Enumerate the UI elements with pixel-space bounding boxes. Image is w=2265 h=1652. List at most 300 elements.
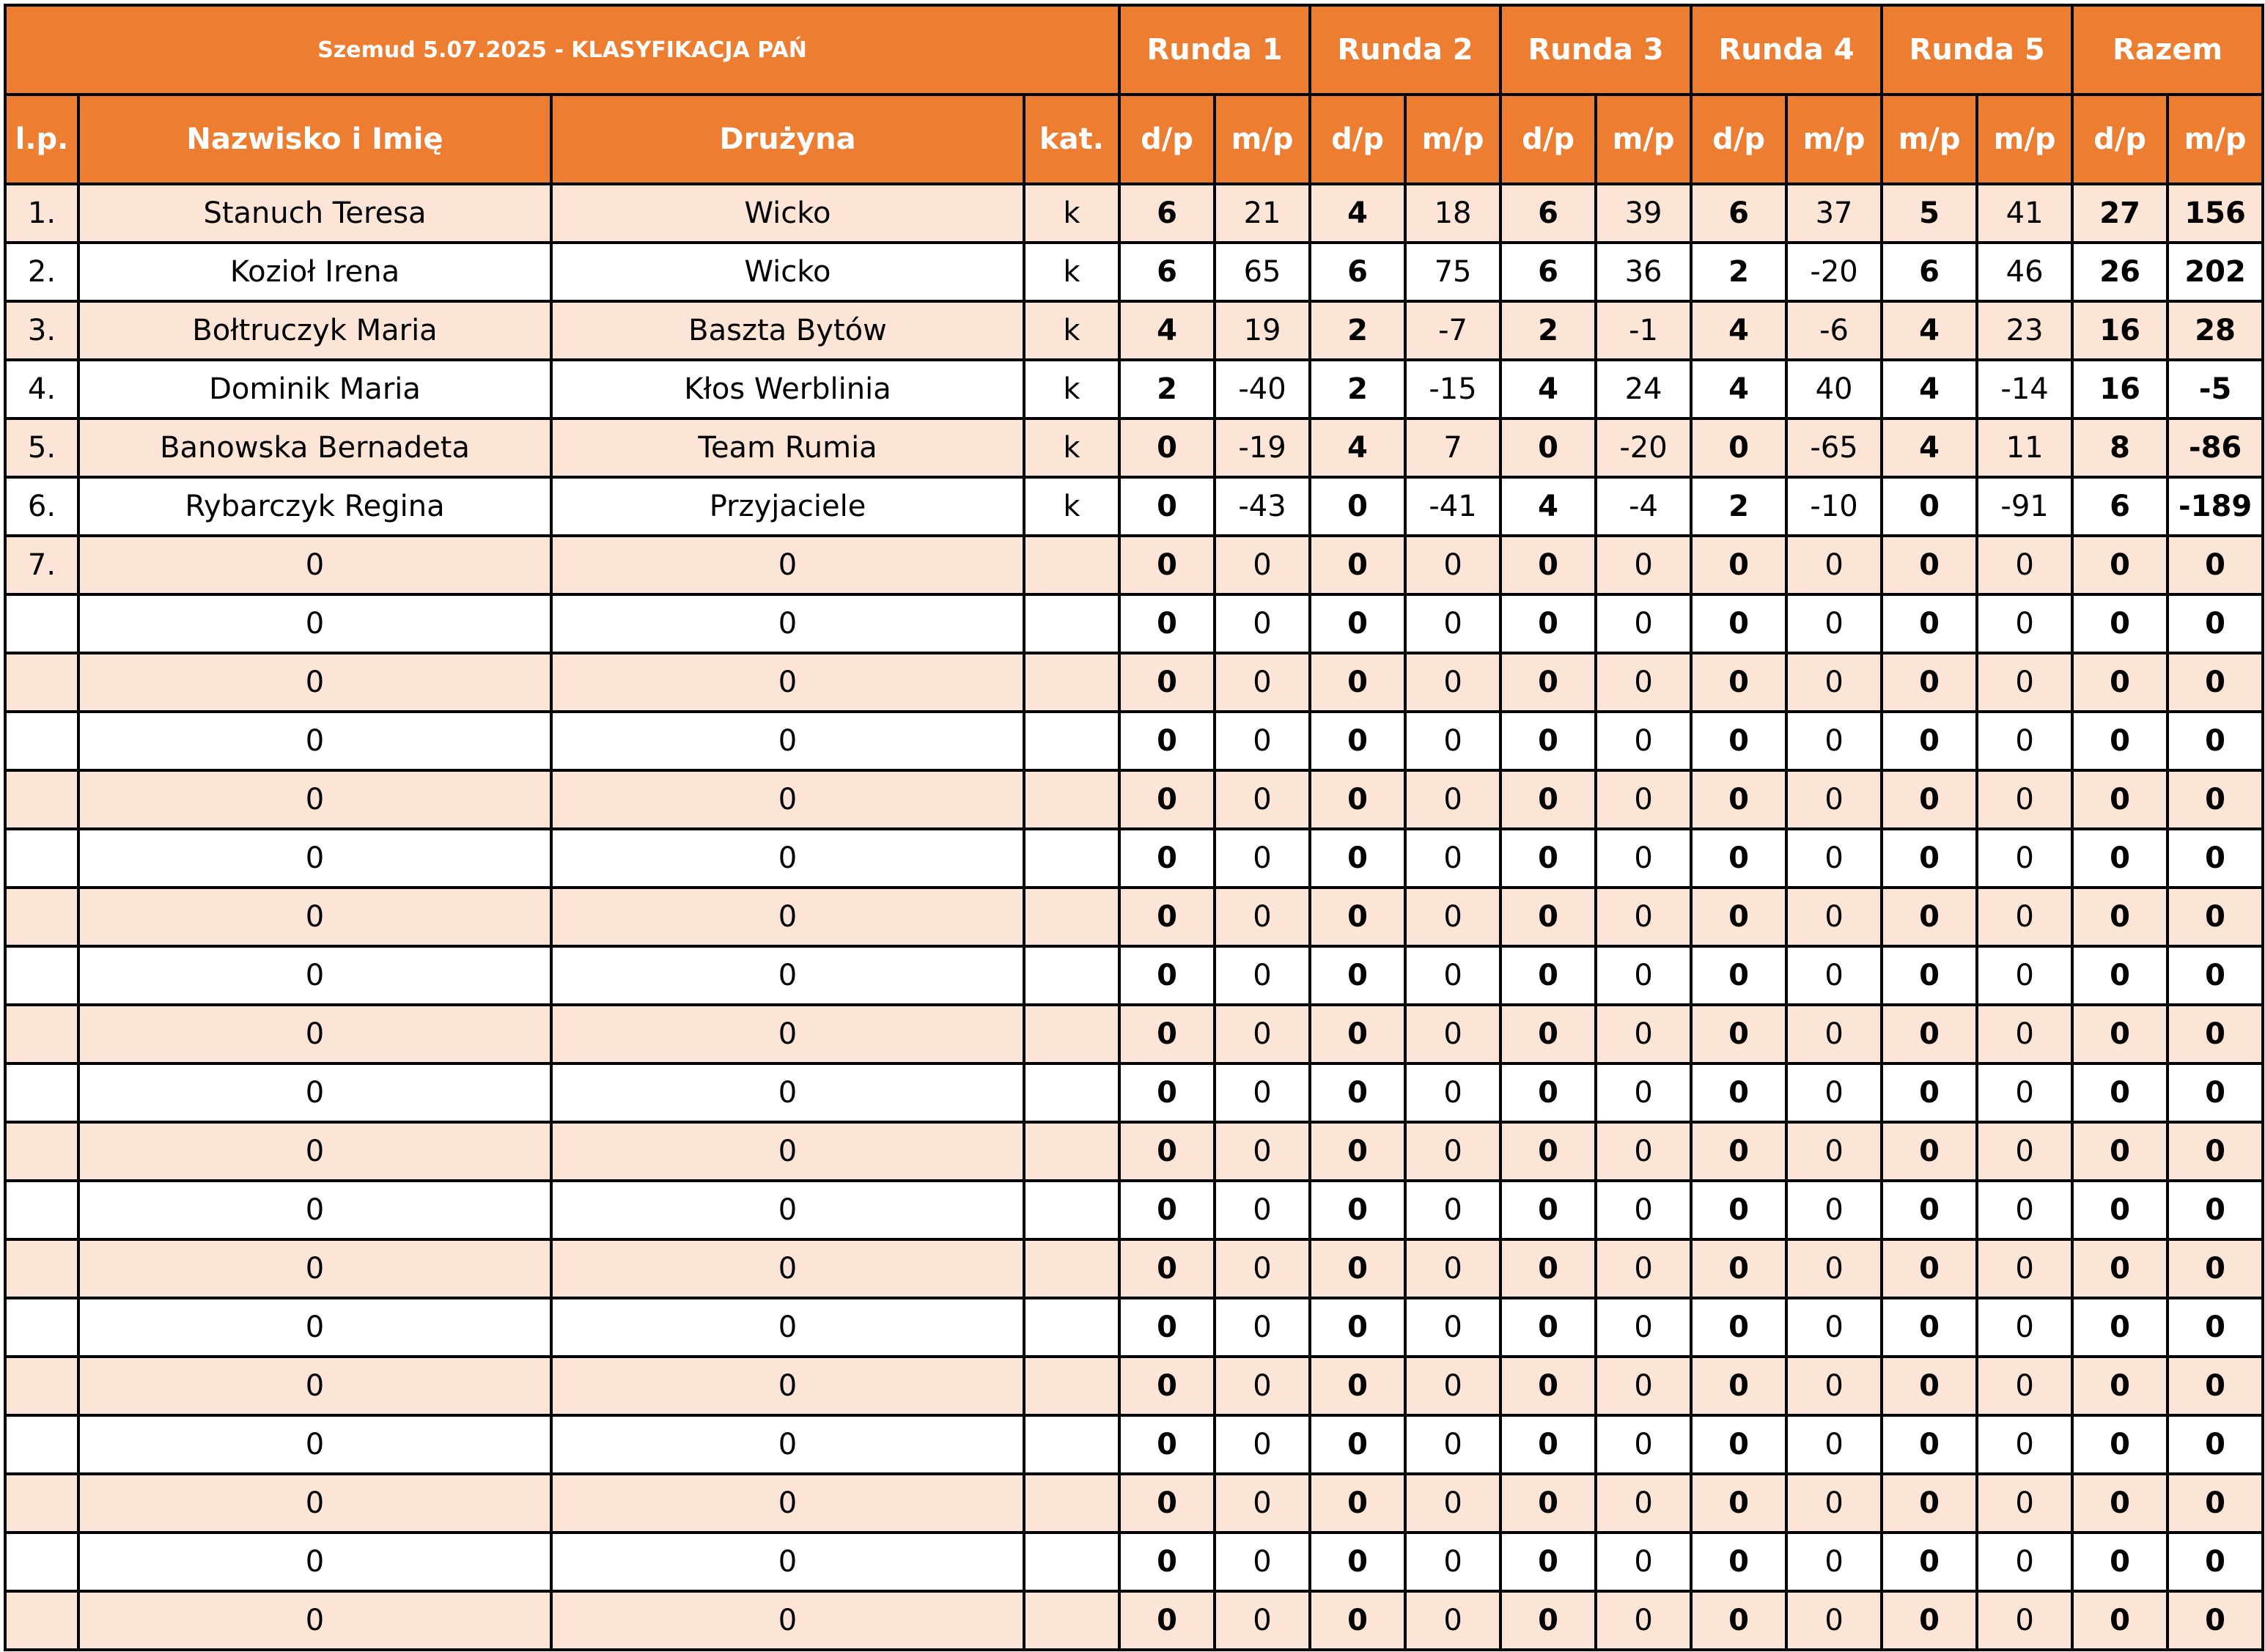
cell-team: Wicko — [551, 184, 1024, 243]
cell-r5-mp: 0 — [1977, 712, 2072, 770]
cell-r1-mp: 0 — [1215, 1063, 1310, 1122]
table-row — [5, 1357, 2263, 1415]
cell-r2-dp: 0 — [1310, 1239, 1405, 1298]
cell-name: 0 — [78, 1591, 551, 1650]
col-header-r2-mp: m/p — [1405, 95, 1500, 184]
cell-r1-mp: -19 — [1215, 418, 1310, 477]
cell-total-dp: 0 — [2072, 829, 2168, 888]
cell-r2-mp: 0 — [1405, 888, 1500, 946]
cell-r2-dp: 0 — [1310, 653, 1405, 712]
cell-r1-dp: 0 — [1119, 1298, 1215, 1357]
col-header-r1-mp: m/p — [1215, 95, 1310, 184]
cell-kat — [1024, 888, 1119, 946]
cell-total-mp: 0 — [2168, 946, 2263, 1005]
cell-team: 0 — [551, 829, 1024, 888]
cell-r1-dp: 0 — [1119, 712, 1215, 770]
cell-kat: k — [1024, 301, 1119, 360]
cell-kat — [1024, 1474, 1119, 1533]
col-header-total-mp: m/p — [2168, 95, 2263, 184]
cell-r5-dp: 6 — [1882, 243, 1977, 301]
cell-total-mp: -5 — [2168, 360, 2263, 418]
cell-r2-dp: 0 — [1310, 770, 1405, 829]
col-header-kat: kat. — [1024, 95, 1119, 184]
col-header-name: Nazwisko i Imię — [78, 95, 551, 184]
cell-total-dp: 0 — [2072, 1591, 2168, 1650]
cell-lp — [5, 888, 78, 946]
cell-r1-dp: 0 — [1119, 653, 1215, 712]
cell-total-mp: 28 — [2168, 301, 2263, 360]
cell-r2-mp: 18 — [1405, 184, 1500, 243]
cell-r3-dp: 6 — [1500, 243, 1596, 301]
table-row — [5, 301, 2263, 360]
cell-r4-mp: 0 — [1786, 946, 1882, 1005]
cell-r3-mp: 0 — [1596, 1591, 1691, 1650]
cell-r1-dp: 0 — [1119, 946, 1215, 1005]
cell-r2-dp: 0 — [1310, 829, 1405, 888]
cell-r4-mp: 0 — [1786, 1357, 1882, 1415]
cell-r3-mp: 0 — [1596, 1474, 1691, 1533]
cell-r5-dp: 0 — [1882, 1181, 1977, 1239]
cell-r4-dp: 0 — [1691, 1122, 1786, 1181]
cell-r4-dp: 0 — [1691, 712, 1786, 770]
cell-lp: 5. — [5, 418, 78, 477]
cell-r1-dp: 0 — [1119, 1181, 1215, 1239]
cell-total-dp: 0 — [2072, 1415, 2168, 1474]
cell-lp — [5, 1357, 78, 1415]
cell-r3-mp: 0 — [1596, 829, 1691, 888]
cell-kat — [1024, 1298, 1119, 1357]
cell-total-dp: 16 — [2072, 301, 2168, 360]
cell-r4-mp: 0 — [1786, 594, 1882, 653]
cell-name: Banowska Bernadeta — [78, 418, 551, 477]
cell-r4-mp: 40 — [1786, 360, 1882, 418]
cell-r3-dp: 0 — [1500, 888, 1596, 946]
header-row-columns — [5, 95, 2263, 184]
cell-total-dp: 0 — [2072, 1063, 2168, 1122]
cell-r4-dp: 6 — [1691, 184, 1786, 243]
cell-r1-dp: 0 — [1119, 418, 1215, 477]
cell-r1-mp: 0 — [1215, 1415, 1310, 1474]
cell-total-mp: 0 — [2168, 770, 2263, 829]
cell-r2-dp: 6 — [1310, 243, 1405, 301]
cell-r4-mp: 0 — [1786, 770, 1882, 829]
cell-lp — [5, 653, 78, 712]
cell-r1-dp: 6 — [1119, 243, 1215, 301]
cell-r5-mp: 0 — [1977, 1357, 2072, 1415]
cell-team: 0 — [551, 946, 1024, 1005]
cell-team: 0 — [551, 536, 1024, 594]
cell-team: 0 — [551, 1357, 1024, 1415]
cell-r3-dp: 0 — [1500, 653, 1596, 712]
cell-kat — [1024, 1415, 1119, 1474]
cell-r1-mp: 0 — [1215, 946, 1310, 1005]
cell-r5-dp: 0 — [1882, 477, 1977, 536]
cell-name: 0 — [78, 1122, 551, 1181]
cell-total-mp: 0 — [2168, 653, 2263, 712]
table-row — [5, 1063, 2263, 1122]
cell-name: 0 — [78, 594, 551, 653]
cell-r2-dp: 4 — [1310, 418, 1405, 477]
cell-r5-dp: 0 — [1882, 1357, 1977, 1415]
cell-team: Kłos Werblinia — [551, 360, 1024, 418]
cell-r1-dp: 0 — [1119, 1005, 1215, 1063]
cell-r1-dp: 0 — [1119, 770, 1215, 829]
cell-r3-dp: 0 — [1500, 418, 1596, 477]
cell-r5-mp: 0 — [1977, 1063, 2072, 1122]
cell-r2-mp: 0 — [1405, 1474, 1500, 1533]
cell-total-dp: 0 — [2072, 1298, 2168, 1357]
cell-r1-dp: 0 — [1119, 536, 1215, 594]
cell-total-mp: -189 — [2168, 477, 2263, 536]
cell-team: Baszta Bytów — [551, 301, 1024, 360]
table-row — [5, 1239, 2263, 1298]
cell-r2-mp: 0 — [1405, 1005, 1500, 1063]
cell-team: 0 — [551, 1591, 1024, 1650]
table-row — [5, 536, 2263, 594]
cell-r5-dp: 0 — [1882, 1415, 1977, 1474]
table-row — [5, 1474, 2263, 1533]
cell-r5-dp: 5 — [1882, 184, 1977, 243]
cell-r3-dp: 0 — [1500, 1533, 1596, 1591]
cell-kat: k — [1024, 243, 1119, 301]
cell-r1-dp: 0 — [1119, 1357, 1215, 1415]
cell-total-mp: 0 — [2168, 1122, 2263, 1181]
cell-r5-dp: 0 — [1882, 653, 1977, 712]
cell-r5-dp: 0 — [1882, 888, 1977, 946]
cell-r4-mp: -10 — [1786, 477, 1882, 536]
cell-total-mp: 0 — [2168, 1474, 2263, 1533]
cell-r3-mp: 36 — [1596, 243, 1691, 301]
cell-lp — [5, 829, 78, 888]
cell-kat — [1024, 1239, 1119, 1298]
col-header-total-dp: d/p — [2072, 95, 2168, 184]
cell-r1-dp: 0 — [1119, 1533, 1215, 1591]
cell-total-mp: 0 — [2168, 1239, 2263, 1298]
cell-r1-dp: 0 — [1119, 1063, 1215, 1122]
cell-r5-mp: 0 — [1977, 1533, 2072, 1591]
cell-r3-dp: 0 — [1500, 1298, 1596, 1357]
cell-r1-dp: 0 — [1119, 1474, 1215, 1533]
cell-r1-dp: 2 — [1119, 360, 1215, 418]
cell-r5-dp: 0 — [1882, 536, 1977, 594]
cell-team: 0 — [551, 1533, 1024, 1591]
cell-r5-dp: 4 — [1882, 418, 1977, 477]
cell-r1-dp: 4 — [1119, 301, 1215, 360]
cell-name: 0 — [78, 1474, 551, 1533]
cell-kat — [1024, 1533, 1119, 1591]
round-1-header: Runda 1 — [1119, 5, 1310, 95]
cell-total-dp: 0 — [2072, 946, 2168, 1005]
cell-r5-mp: 46 — [1977, 243, 2072, 301]
cell-r3-dp: 0 — [1500, 594, 1596, 653]
cell-r3-mp: 0 — [1596, 1181, 1691, 1239]
cell-r2-mp: 0 — [1405, 653, 1500, 712]
cell-r3-mp: 0 — [1596, 712, 1691, 770]
cell-r4-dp: 2 — [1691, 243, 1786, 301]
cell-name: Stanuch Teresa — [78, 184, 551, 243]
cell-name: 0 — [78, 1298, 551, 1357]
cell-r1-mp: 21 — [1215, 184, 1310, 243]
cell-r4-dp: 0 — [1691, 536, 1786, 594]
cell-name: Kozioł Irena — [78, 243, 551, 301]
cell-kat: k — [1024, 360, 1119, 418]
cell-team: 0 — [551, 653, 1024, 712]
table-row — [5, 477, 2263, 536]
cell-r3-mp: 0 — [1596, 653, 1691, 712]
cell-r5-mp: -14 — [1977, 360, 2072, 418]
cell-name: 0 — [78, 1415, 551, 1474]
cell-r2-dp: 0 — [1310, 888, 1405, 946]
cell-r1-mp: 0 — [1215, 1591, 1310, 1650]
col-header-r5-mp: m/p — [1977, 95, 2072, 184]
cell-team: 0 — [551, 770, 1024, 829]
cell-r3-mp: 0 — [1596, 770, 1691, 829]
cell-total-mp: -86 — [2168, 418, 2263, 477]
col-header-r3-mp: m/p — [1596, 95, 1691, 184]
cell-r5-mp: 0 — [1977, 594, 2072, 653]
cell-r3-dp: 0 — [1500, 1474, 1596, 1533]
cell-team: 0 — [551, 594, 1024, 653]
cell-name: 0 — [78, 712, 551, 770]
cell-r5-dp: 0 — [1882, 1533, 1977, 1591]
cell-team: 0 — [551, 1239, 1024, 1298]
cell-kat — [1024, 1357, 1119, 1415]
cell-name: 0 — [78, 1239, 551, 1298]
cell-r3-mp: 0 — [1596, 1005, 1691, 1063]
col-header-r3-dp: d/p — [1500, 95, 1596, 184]
cell-kat — [1024, 536, 1119, 594]
cell-r5-dp: 0 — [1882, 1005, 1977, 1063]
cell-r5-dp: 0 — [1882, 946, 1977, 1005]
cell-total-mp: 0 — [2168, 1357, 2263, 1415]
round-5-header: Runda 5 — [1882, 5, 2072, 95]
cell-r2-dp: 0 — [1310, 1591, 1405, 1650]
cell-lp — [5, 712, 78, 770]
table-row — [5, 712, 2263, 770]
cell-r2-mp: 0 — [1405, 1591, 1500, 1650]
cell-r5-mp: 0 — [1977, 1181, 2072, 1239]
cell-kat — [1024, 1181, 1119, 1239]
total-header: Razem — [2072, 5, 2263, 95]
table-row — [5, 1298, 2263, 1357]
cell-lp: 4. — [5, 360, 78, 418]
cell-r2-mp: -41 — [1405, 477, 1500, 536]
cell-r2-mp: 0 — [1405, 946, 1500, 1005]
cell-lp — [5, 1415, 78, 1474]
cell-r5-mp: 0 — [1977, 1591, 2072, 1650]
cell-r1-mp: 0 — [1215, 1239, 1310, 1298]
cell-total-mp: 0 — [2168, 829, 2263, 888]
cell-r4-mp: 0 — [1786, 888, 1882, 946]
cell-r4-dp: 0 — [1691, 1474, 1786, 1533]
cell-r1-mp: 0 — [1215, 1005, 1310, 1063]
cell-name: 0 — [78, 1005, 551, 1063]
cell-r5-dp: 0 — [1882, 1298, 1977, 1357]
cell-r3-dp: 0 — [1500, 770, 1596, 829]
cell-r1-mp: 0 — [1215, 1181, 1310, 1239]
cell-total-mp: 0 — [2168, 1298, 2263, 1357]
cell-r1-mp: 0 — [1215, 536, 1310, 594]
cell-lp: 1. — [5, 184, 78, 243]
cell-r3-dp: 0 — [1500, 712, 1596, 770]
cell-r3-mp: 0 — [1596, 1533, 1691, 1591]
cell-r1-dp: 0 — [1119, 1239, 1215, 1298]
cell-lp — [5, 1063, 78, 1122]
classification-table — [4, 4, 2264, 1651]
cell-r5-dp: 4 — [1882, 301, 1977, 360]
cell-r5-mp: 0 — [1977, 1415, 2072, 1474]
cell-total-mp: 202 — [2168, 243, 2263, 301]
cell-team: 0 — [551, 1298, 1024, 1357]
cell-r5-mp: 0 — [1977, 946, 2072, 1005]
cell-name: 0 — [78, 888, 551, 946]
cell-r3-mp: 0 — [1596, 1063, 1691, 1122]
cell-r4-dp: 2 — [1691, 477, 1786, 536]
cell-r2-mp: 0 — [1405, 1357, 1500, 1415]
cell-r2-dp: 4 — [1310, 184, 1405, 243]
cell-team: Przyjaciele — [551, 477, 1024, 536]
cell-r5-mp: 0 — [1977, 888, 2072, 946]
cell-total-mp: 0 — [2168, 1005, 2263, 1063]
cell-name: Dominik Maria — [78, 360, 551, 418]
cell-r3-mp: -1 — [1596, 301, 1691, 360]
table-row — [5, 888, 2263, 946]
col-header-r4-mp: m/p — [1786, 95, 1882, 184]
cell-r1-mp: 0 — [1215, 1298, 1310, 1357]
cell-r4-mp: 0 — [1786, 1474, 1882, 1533]
cell-r4-dp: 4 — [1691, 360, 1786, 418]
cell-r4-dp: 0 — [1691, 1298, 1786, 1357]
cell-r3-mp: 0 — [1596, 888, 1691, 946]
cell-r1-mp: 0 — [1215, 1122, 1310, 1181]
round-4-header: Runda 4 — [1691, 5, 1882, 95]
table-row — [5, 946, 2263, 1005]
cell-r3-mp: -4 — [1596, 477, 1691, 536]
cell-r2-mp: 75 — [1405, 243, 1500, 301]
cell-name: 0 — [78, 1181, 551, 1239]
cell-lp: 7. — [5, 536, 78, 594]
cell-kat — [1024, 946, 1119, 1005]
cell-total-dp: 27 — [2072, 184, 2168, 243]
cell-r3-mp: 24 — [1596, 360, 1691, 418]
cell-r2-dp: 0 — [1310, 1181, 1405, 1239]
cell-lp — [5, 1005, 78, 1063]
cell-r2-mp: 7 — [1405, 418, 1500, 477]
col-header-r4-dp: d/p — [1691, 95, 1786, 184]
cell-name: Bołtruczyk Maria — [78, 301, 551, 360]
cell-r2-mp: 0 — [1405, 1239, 1500, 1298]
cell-team: 0 — [551, 1415, 1024, 1474]
cell-r1-mp: -40 — [1215, 360, 1310, 418]
cell-lp — [5, 594, 78, 653]
cell-total-mp: 0 — [2168, 888, 2263, 946]
cell-total-dp: 0 — [2072, 1533, 2168, 1591]
cell-r3-dp: 4 — [1500, 360, 1596, 418]
cell-r4-dp: 0 — [1691, 1357, 1786, 1415]
cell-r3-mp: 0 — [1596, 1122, 1691, 1181]
cell-kat — [1024, 770, 1119, 829]
cell-r3-dp: 0 — [1500, 1122, 1596, 1181]
cell-r5-dp: 0 — [1882, 1122, 1977, 1181]
cell-r3-mp: 0 — [1596, 1239, 1691, 1298]
table-row — [5, 418, 2263, 477]
cell-r5-mp: 0 — [1977, 1005, 2072, 1063]
cell-name: 0 — [78, 770, 551, 829]
cell-r2-mp: 0 — [1405, 1122, 1500, 1181]
cell-kat — [1024, 712, 1119, 770]
cell-r1-dp: 0 — [1119, 829, 1215, 888]
cell-r4-dp: 0 — [1691, 1239, 1786, 1298]
table-row — [5, 360, 2263, 418]
cell-r2-dp: 2 — [1310, 360, 1405, 418]
cell-r4-mp: 37 — [1786, 184, 1882, 243]
cell-lp — [5, 1474, 78, 1533]
cell-r2-dp: 0 — [1310, 946, 1405, 1005]
cell-r2-dp: 0 — [1310, 1415, 1405, 1474]
cell-lp — [5, 1591, 78, 1650]
cell-r2-dp: 0 — [1310, 536, 1405, 594]
cell-r3-dp: 0 — [1500, 1415, 1596, 1474]
cell-r3-dp: 0 — [1500, 829, 1596, 888]
cell-r1-dp: 6 — [1119, 184, 1215, 243]
cell-total-dp: 8 — [2072, 418, 2168, 477]
cell-r3-dp: 4 — [1500, 477, 1596, 536]
cell-r4-mp: -20 — [1786, 243, 1882, 301]
cell-r4-dp: 0 — [1691, 1063, 1786, 1122]
cell-r2-dp: 0 — [1310, 1122, 1405, 1181]
cell-r4-dp: 0 — [1691, 594, 1786, 653]
cell-r4-mp: 0 — [1786, 712, 1882, 770]
cell-r4-mp: -6 — [1786, 301, 1882, 360]
cell-r4-mp: -65 — [1786, 418, 1882, 477]
cell-total-mp: 0 — [2168, 1063, 2263, 1122]
table-row — [5, 1415, 2263, 1474]
table-body — [5, 184, 2263, 1650]
cell-total-dp: 0 — [2072, 594, 2168, 653]
cell-r5-dp: 0 — [1882, 1474, 1977, 1533]
cell-r3-mp: 39 — [1596, 184, 1691, 243]
cell-r4-mp: 0 — [1786, 653, 1882, 712]
cell-total-dp: 0 — [2072, 1181, 2168, 1239]
cell-r4-mp: 0 — [1786, 1415, 1882, 1474]
cell-r3-dp: 6 — [1500, 184, 1596, 243]
cell-name: 0 — [78, 1533, 551, 1591]
cell-kat — [1024, 1005, 1119, 1063]
cell-r5-mp: 23 — [1977, 301, 2072, 360]
cell-r4-mp: 0 — [1786, 536, 1882, 594]
cell-kat: k — [1024, 184, 1119, 243]
cell-total-mp: 156 — [2168, 184, 2263, 243]
cell-r2-dp: 2 — [1310, 301, 1405, 360]
cell-team: Team Rumia — [551, 418, 1024, 477]
cell-r4-dp: 0 — [1691, 1415, 1786, 1474]
cell-lp — [5, 946, 78, 1005]
cell-r5-mp: 0 — [1977, 1239, 2072, 1298]
cell-name: 0 — [78, 536, 551, 594]
cell-r5-mp: 0 — [1977, 770, 2072, 829]
cell-r2-dp: 0 — [1310, 1298, 1405, 1357]
cell-r2-dp: 0 — [1310, 477, 1405, 536]
cell-r2-dp: 0 — [1310, 1357, 1405, 1415]
cell-total-mp: 0 — [2168, 712, 2263, 770]
cell-name: 0 — [78, 1357, 551, 1415]
cell-lp — [5, 770, 78, 829]
cell-r4-dp: 0 — [1691, 1533, 1786, 1591]
cell-r5-dp: 0 — [1882, 712, 1977, 770]
cell-r2-mp: 0 — [1405, 1063, 1500, 1122]
cell-team: 0 — [551, 888, 1024, 946]
cell-r1-mp: 0 — [1215, 1474, 1310, 1533]
